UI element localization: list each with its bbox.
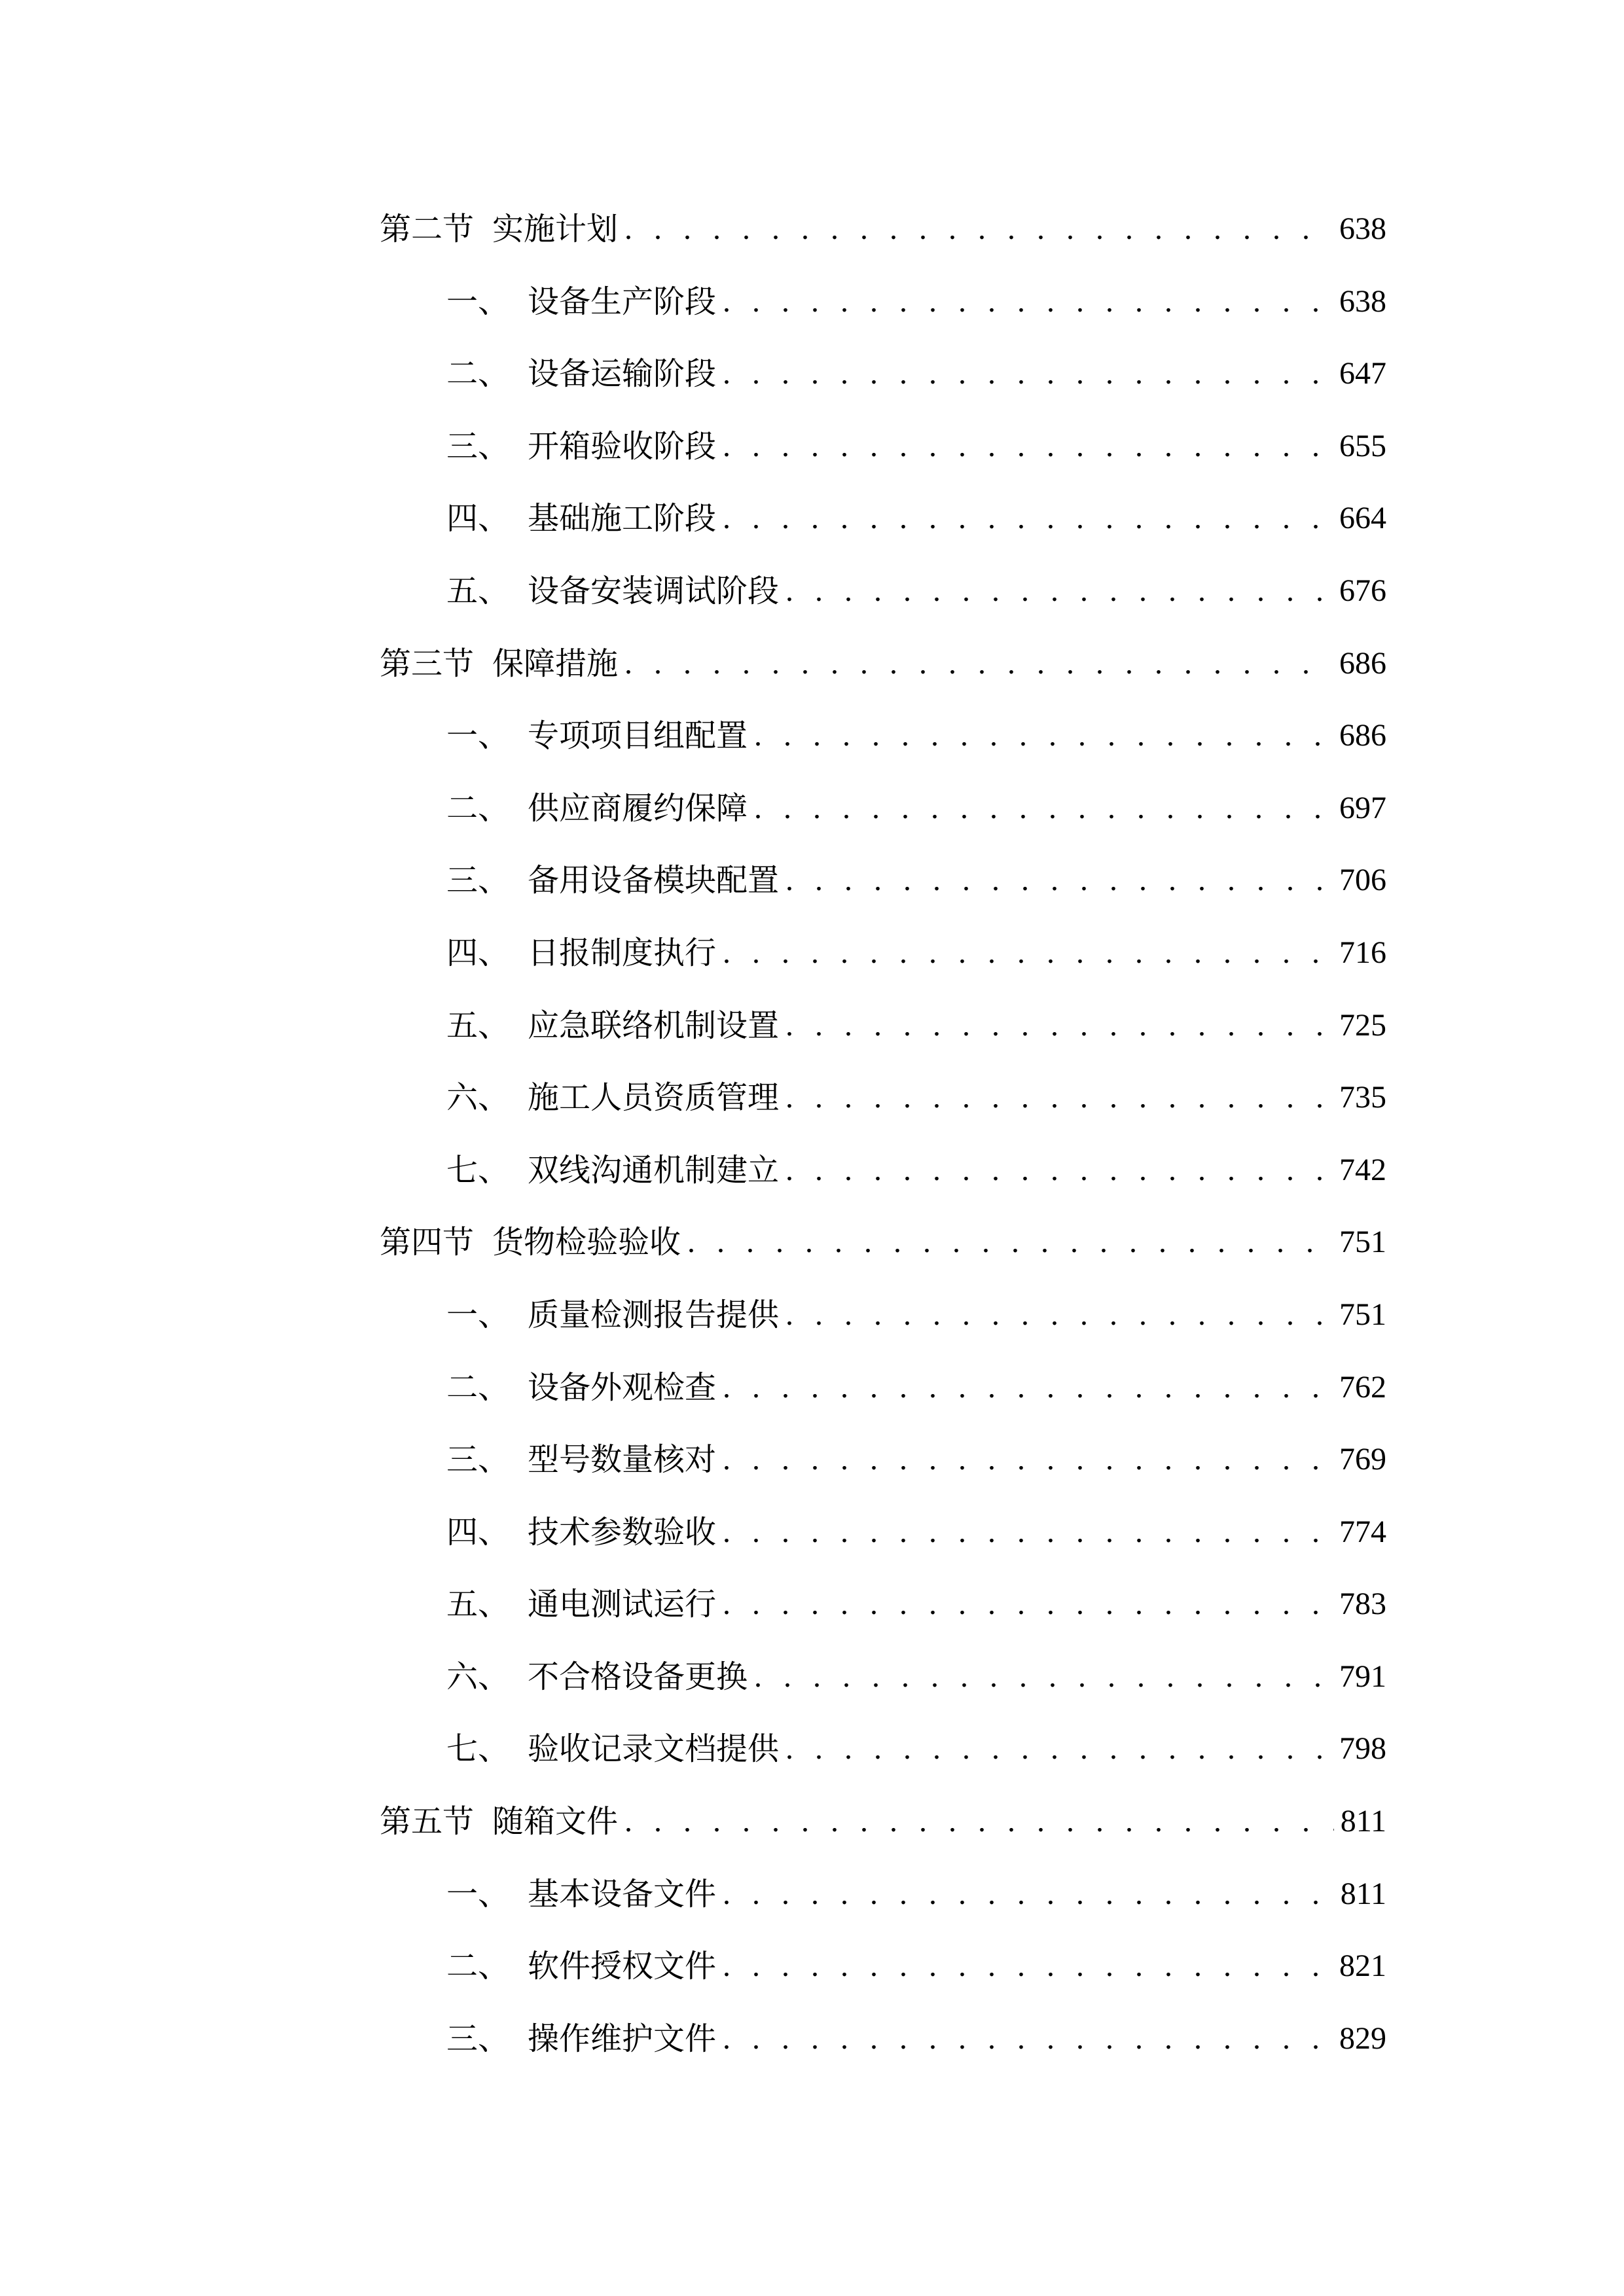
- toc-entry-title: 应急联络机制设置: [528, 1007, 780, 1044]
- toc-entry-number: 三、: [446, 1441, 510, 1479]
- toc-page-number: 725: [1339, 1007, 1386, 1043]
- toc-subsection-entry[interactable]: [380, 2018, 1386, 2090]
- toc-page-number: 735: [1339, 1080, 1386, 1115]
- toc-page-number: 821: [1339, 1948, 1386, 1984]
- toc-page-number: 774: [1339, 1514, 1386, 1549]
- toc-entry-title: 质量检测报告提供: [528, 1296, 780, 1333]
- toc-entry-title: 货物检验验收: [492, 1224, 681, 1261]
- toc-entry-title: 备用设备模块配置: [528, 862, 780, 899]
- toc-page-number: 742: [1339, 1152, 1386, 1187]
- toc-entry-number: 三、: [446, 862, 510, 899]
- toc-page-number: 751: [1339, 1225, 1386, 1260]
- toc-page-number: 706: [1339, 863, 1386, 898]
- toc-subsection-entry[interactable]: [380, 1367, 1386, 1439]
- toc-page-number: 638: [1339, 283, 1386, 319]
- dot-leader: [624, 643, 1333, 685]
- toc-subsection-entry[interactable]: [380, 497, 1386, 570]
- toc-entry-title: 日报制度执行: [528, 934, 717, 971]
- toc-subsection-entry[interactable]: [380, 1005, 1386, 1077]
- toc-entry-number: 二、: [446, 1369, 510, 1406]
- toc-entry-title: 施工人员资质管理: [528, 1079, 780, 1117]
- dot-leader: [723, 1367, 1333, 1408]
- toc-entry-number: 一、: [446, 1875, 510, 1912]
- toc-subsection-entry[interactable]: [380, 353, 1386, 425]
- dot-leader: [754, 787, 1333, 829]
- toc-entry-number: 二、: [446, 789, 510, 827]
- toc-entry-number: 二、: [446, 355, 510, 393]
- toc-section-entry[interactable]: [380, 1801, 1386, 1873]
- toc-page-number: 638: [1339, 211, 1386, 246]
- toc-subsection-entry[interactable]: [380, 1873, 1386, 1946]
- toc-entry-number: 第三节: [380, 645, 475, 682]
- toc-entry-number: 四、: [446, 934, 510, 971]
- dot-leader: [785, 1728, 1333, 1770]
- toc-subsection-entry[interactable]: [380, 932, 1386, 1005]
- toc-entry-number: 一、: [446, 1296, 510, 1333]
- dot-leader: [754, 715, 1333, 757]
- toc-entry-number: 二、: [446, 1948, 510, 1985]
- dot-leader: [723, 425, 1333, 467]
- toc-entry-number: 五、: [446, 1007, 510, 1044]
- dot-leader: [785, 1005, 1333, 1047]
- toc-page-number: 697: [1339, 790, 1386, 825]
- table-of-contents: [380, 208, 1386, 2090]
- toc-subsection-entry[interactable]: [380, 1149, 1386, 1222]
- toc-section-entry[interactable]: [380, 643, 1386, 715]
- toc-page-number: 783: [1339, 1587, 1386, 1622]
- dot-leader: [723, 2018, 1333, 2060]
- toc-entry-number: 三、: [446, 427, 510, 465]
- dot-leader: [723, 281, 1333, 323]
- toc-entry-title: 软件授权文件: [528, 1948, 717, 1985]
- dot-leader: [785, 1077, 1333, 1119]
- toc-page-number: 686: [1339, 645, 1386, 681]
- toc-page-number: 798: [1339, 1731, 1386, 1767]
- toc-page-number: 811: [1340, 1804, 1386, 1839]
- toc-subsection-entry[interactable]: [380, 715, 1386, 787]
- toc-subsection-entry[interactable]: [380, 425, 1386, 498]
- dot-leader: [785, 1149, 1333, 1191]
- dot-leader: [785, 859, 1333, 901]
- toc-entry-title: 通电测试运行: [528, 1586, 717, 1623]
- toc-page-number: 791: [1339, 1659, 1386, 1694]
- toc-subsection-entry[interactable]: [380, 1945, 1386, 2018]
- toc-entry-title: 操作维护文件: [528, 2020, 717, 2057]
- dot-leader: [723, 1945, 1333, 1987]
- toc-page-number: 769: [1339, 1442, 1386, 1477]
- toc-page-number: 829: [1339, 2020, 1386, 2056]
- toc-entry-title: 供应商履约保障: [528, 789, 748, 827]
- toc-subsection-entry[interactable]: [380, 1294, 1386, 1367]
- toc-entry-title: 设备生产阶段: [528, 283, 717, 320]
- toc-entry-title: 实施计划: [492, 211, 619, 247]
- dot-leader: [723, 353, 1333, 395]
- toc-entry-title: 随箱文件: [492, 1803, 619, 1840]
- toc-subsection-entry[interactable]: [380, 1511, 1386, 1584]
- dot-leader: [785, 570, 1333, 612]
- dot-leader: [785, 1294, 1333, 1336]
- dot-leader: [624, 208, 1333, 250]
- dot-leader: [624, 1801, 1334, 1842]
- toc-page-number: 751: [1339, 1297, 1386, 1332]
- toc-subsection-entry[interactable]: [380, 1728, 1386, 1801]
- dot-leader: [723, 1439, 1333, 1480]
- toc-page-number: 716: [1339, 935, 1386, 970]
- toc-page-number: 676: [1339, 573, 1386, 608]
- toc-subsection-entry[interactable]: [380, 1439, 1386, 1511]
- toc-entry-number: 七、: [446, 1731, 510, 1768]
- toc-entry-number: 五、: [446, 572, 510, 609]
- toc-entry-title: 技术参数验收: [528, 1513, 717, 1551]
- toc-subsection-entry[interactable]: [380, 859, 1386, 932]
- toc-page-number: 762: [1339, 1369, 1386, 1405]
- toc-entry-title: 开箱验收阶段: [528, 427, 717, 465]
- dot-leader: [723, 1511, 1333, 1553]
- toc-entry-title: 型号数量核对: [528, 1441, 717, 1479]
- toc-page-number: 811: [1340, 1876, 1386, 1911]
- dot-leader: [754, 1656, 1333, 1698]
- toc-entry-title: 设备外观检查: [528, 1369, 717, 1406]
- toc-entry-title: 设备安装调试阶段: [528, 572, 780, 609]
- toc-subsection-entry[interactable]: [380, 1583, 1386, 1656]
- dot-leader: [723, 1873, 1334, 1915]
- toc-entry-title: 专项项目组配置: [528, 717, 748, 755]
- toc-entry-number: 四、: [446, 1513, 510, 1551]
- toc-subsection-entry[interactable]: [380, 281, 1386, 353]
- toc-subsection-entry[interactable]: [380, 787, 1386, 860]
- toc-page-number: 655: [1339, 428, 1386, 463]
- toc-entry-number: 五、: [446, 1586, 510, 1623]
- toc-entry-number: 一、: [446, 283, 510, 320]
- toc-section-entry[interactable]: [380, 1221, 1386, 1294]
- toc-entry-number: 三、: [446, 2020, 510, 2057]
- toc-entry-number: 第四节: [380, 1224, 475, 1261]
- toc-page-number: 664: [1339, 501, 1386, 536]
- toc-entry-title: 设备运输阶段: [528, 355, 717, 393]
- toc-entry-number: 第二节: [380, 211, 475, 247]
- toc-entry-title: 基础施工阶段: [528, 500, 717, 537]
- toc-entry-title: 双线沟通机制建立: [528, 1151, 780, 1189]
- toc-entry-number: 一、: [446, 717, 510, 755]
- toc-page-number: 686: [1339, 718, 1386, 753]
- toc-entry-title: 基本设备文件: [528, 1875, 717, 1912]
- toc-entry-number: 七、: [446, 1151, 510, 1189]
- toc-subsection-entry[interactable]: [380, 1077, 1386, 1149]
- toc-page-number: 647: [1339, 356, 1386, 391]
- dot-leader: [687, 1221, 1333, 1263]
- toc-subsection-entry[interactable]: [380, 1656, 1386, 1729]
- toc-entry-title: 验收记录文档提供: [528, 1731, 780, 1768]
- toc-subsection-entry[interactable]: [380, 570, 1386, 643]
- dot-leader: [723, 932, 1333, 974]
- dot-leader: [723, 497, 1333, 539]
- dot-leader: [723, 1583, 1333, 1625]
- toc-entry-title: 保障措施: [492, 645, 619, 682]
- toc-entry-number: 六、: [446, 1079, 510, 1117]
- toc-entry-number: 六、: [446, 1658, 510, 1695]
- toc-entry-number: 第五节: [380, 1803, 475, 1840]
- toc-entry-number: 四、: [446, 500, 510, 537]
- toc-entry-title: 不合格设备更换: [528, 1658, 748, 1695]
- toc-section-entry[interactable]: [380, 208, 1386, 281]
